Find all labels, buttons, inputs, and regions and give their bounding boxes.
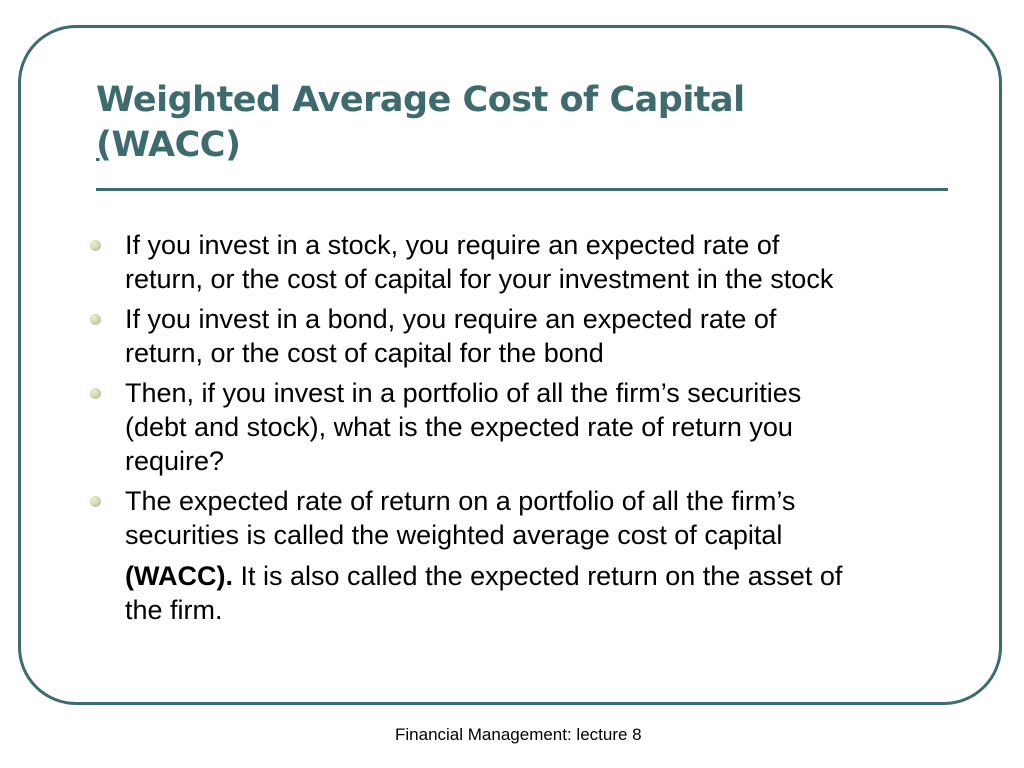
bullet-list <box>84 228 974 633</box>
bullet-line: The expected rate of return on a portfolio of all the firm’s <box>125 486 796 516</box>
bullet-line: If you invest in a stock, you require an expected rate of <box>125 230 780 260</box>
bullet-item <box>84 484 974 627</box>
title-open-paren: ( <box>96 125 112 165</box>
wacc-bold-term: (WACC). <box>125 561 233 591</box>
slide-title <box>96 78 956 168</box>
bullet-line: return, or the cost of capital for the bond <box>125 338 604 368</box>
bullet-item <box>84 376 974 478</box>
bullet-line-rest: It is also called the expected return on the asset of <box>232 561 843 591</box>
bullet-dot-icon <box>90 314 101 325</box>
bullet-item <box>84 302 974 370</box>
slide-footer: Financial Management: lecture 8 <box>395 725 642 744</box>
bullet-line: Then, if you invest in a portfolio of all the firm’s securities <box>125 378 802 408</box>
title-divider <box>96 188 948 191</box>
bullet-line: the firm. <box>125 595 223 625</box>
bullet-item <box>84 228 974 296</box>
bullet-line: securities is called the weighted average cost of capital <box>125 520 783 550</box>
title-line-1: Weighted Average Cost of Capital <box>96 80 745 120</box>
bullet-dot-icon <box>90 388 101 399</box>
bullet-dot-icon <box>90 240 101 251</box>
bullet-dot-icon <box>90 496 101 507</box>
bullet-line: (debt and stock), what is the expected rate of return you <box>125 412 793 442</box>
bullet-line: If you invest in a bond, you require an expected rate of <box>125 304 777 334</box>
bullet-line: require? <box>125 446 225 476</box>
bullet-line <box>125 559 974 593</box>
bullet-line: return, or the cost of capital for your investment in the stock <box>125 264 834 294</box>
title-acronym: WACC) <box>111 125 241 165</box>
title-line-2 <box>96 123 956 168</box>
